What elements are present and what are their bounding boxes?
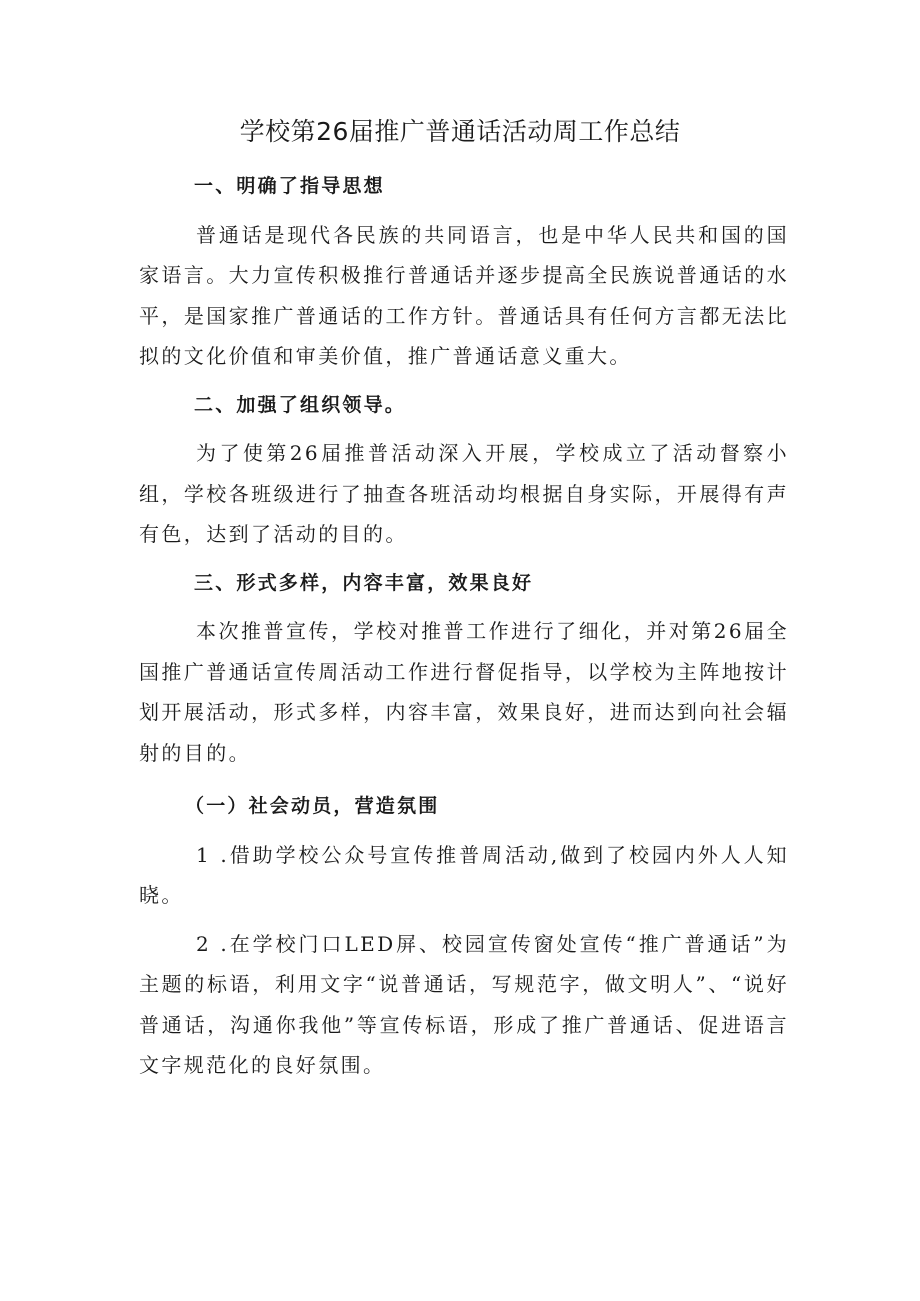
section-4-item-2: 2 .在学校门口LED屏、校园宣传窗处宣传“推广普通话”为主题的标语，利用文字“说普通话，写规范字，做文明人”、“说好普通话，沟通你我他”等宣传标语，形成了推广普通话、促进语言文字规范化的良好氛围。 — [139, 931, 789, 1077]
section-heading-2: 二、加强了组织领导。 — [194, 393, 407, 416]
section-2-paragraph: 为了使第26届推普活动深入开展，学校成立了活动督察小组，学校各班级进行了抽查各班活动均根据自身实际，开展得有声有色，达到了活动的目的。 — [139, 441, 789, 546]
section-heading-3: 三、形式多样，内容丰富，效果良好 — [194, 571, 534, 594]
section-3-paragraph: 本次推普宣传，学校对推普工作进行了细化，并对第26届全国推广普通话宣传周活动工作进行督促指导，以学校为主阵地按计划开展活动，形式多样，内容丰富，效果良好，进而达到向社会辐射的目的。 — [139, 619, 789, 765]
document-title: 学校第26届推广普通话活动周工作总结 — [239, 117, 681, 146]
document-body — [139, 166, 789, 1086]
section-1-paragraph: 普通话是现代各民族的共同语言，也是中华人民共和国的国家语言。大力宣传积极推行普通话并逐步提高全民族说普通话的水平，是国家推广普通话的工作方针。普通话具有任何方言都无法比拟的文化价值和审美价值，推广普通话意义重大。 — [139, 222, 789, 368]
section-heading-4: （一）社会动员，营造氛围 — [185, 795, 440, 817]
section-heading-1: 一、明确了指导思想 — [194, 175, 385, 197]
section-4-item-1: 1 .借助学校公众号宣传推普周活动,做到了校园内外人人知晓。 — [139, 842, 789, 907]
